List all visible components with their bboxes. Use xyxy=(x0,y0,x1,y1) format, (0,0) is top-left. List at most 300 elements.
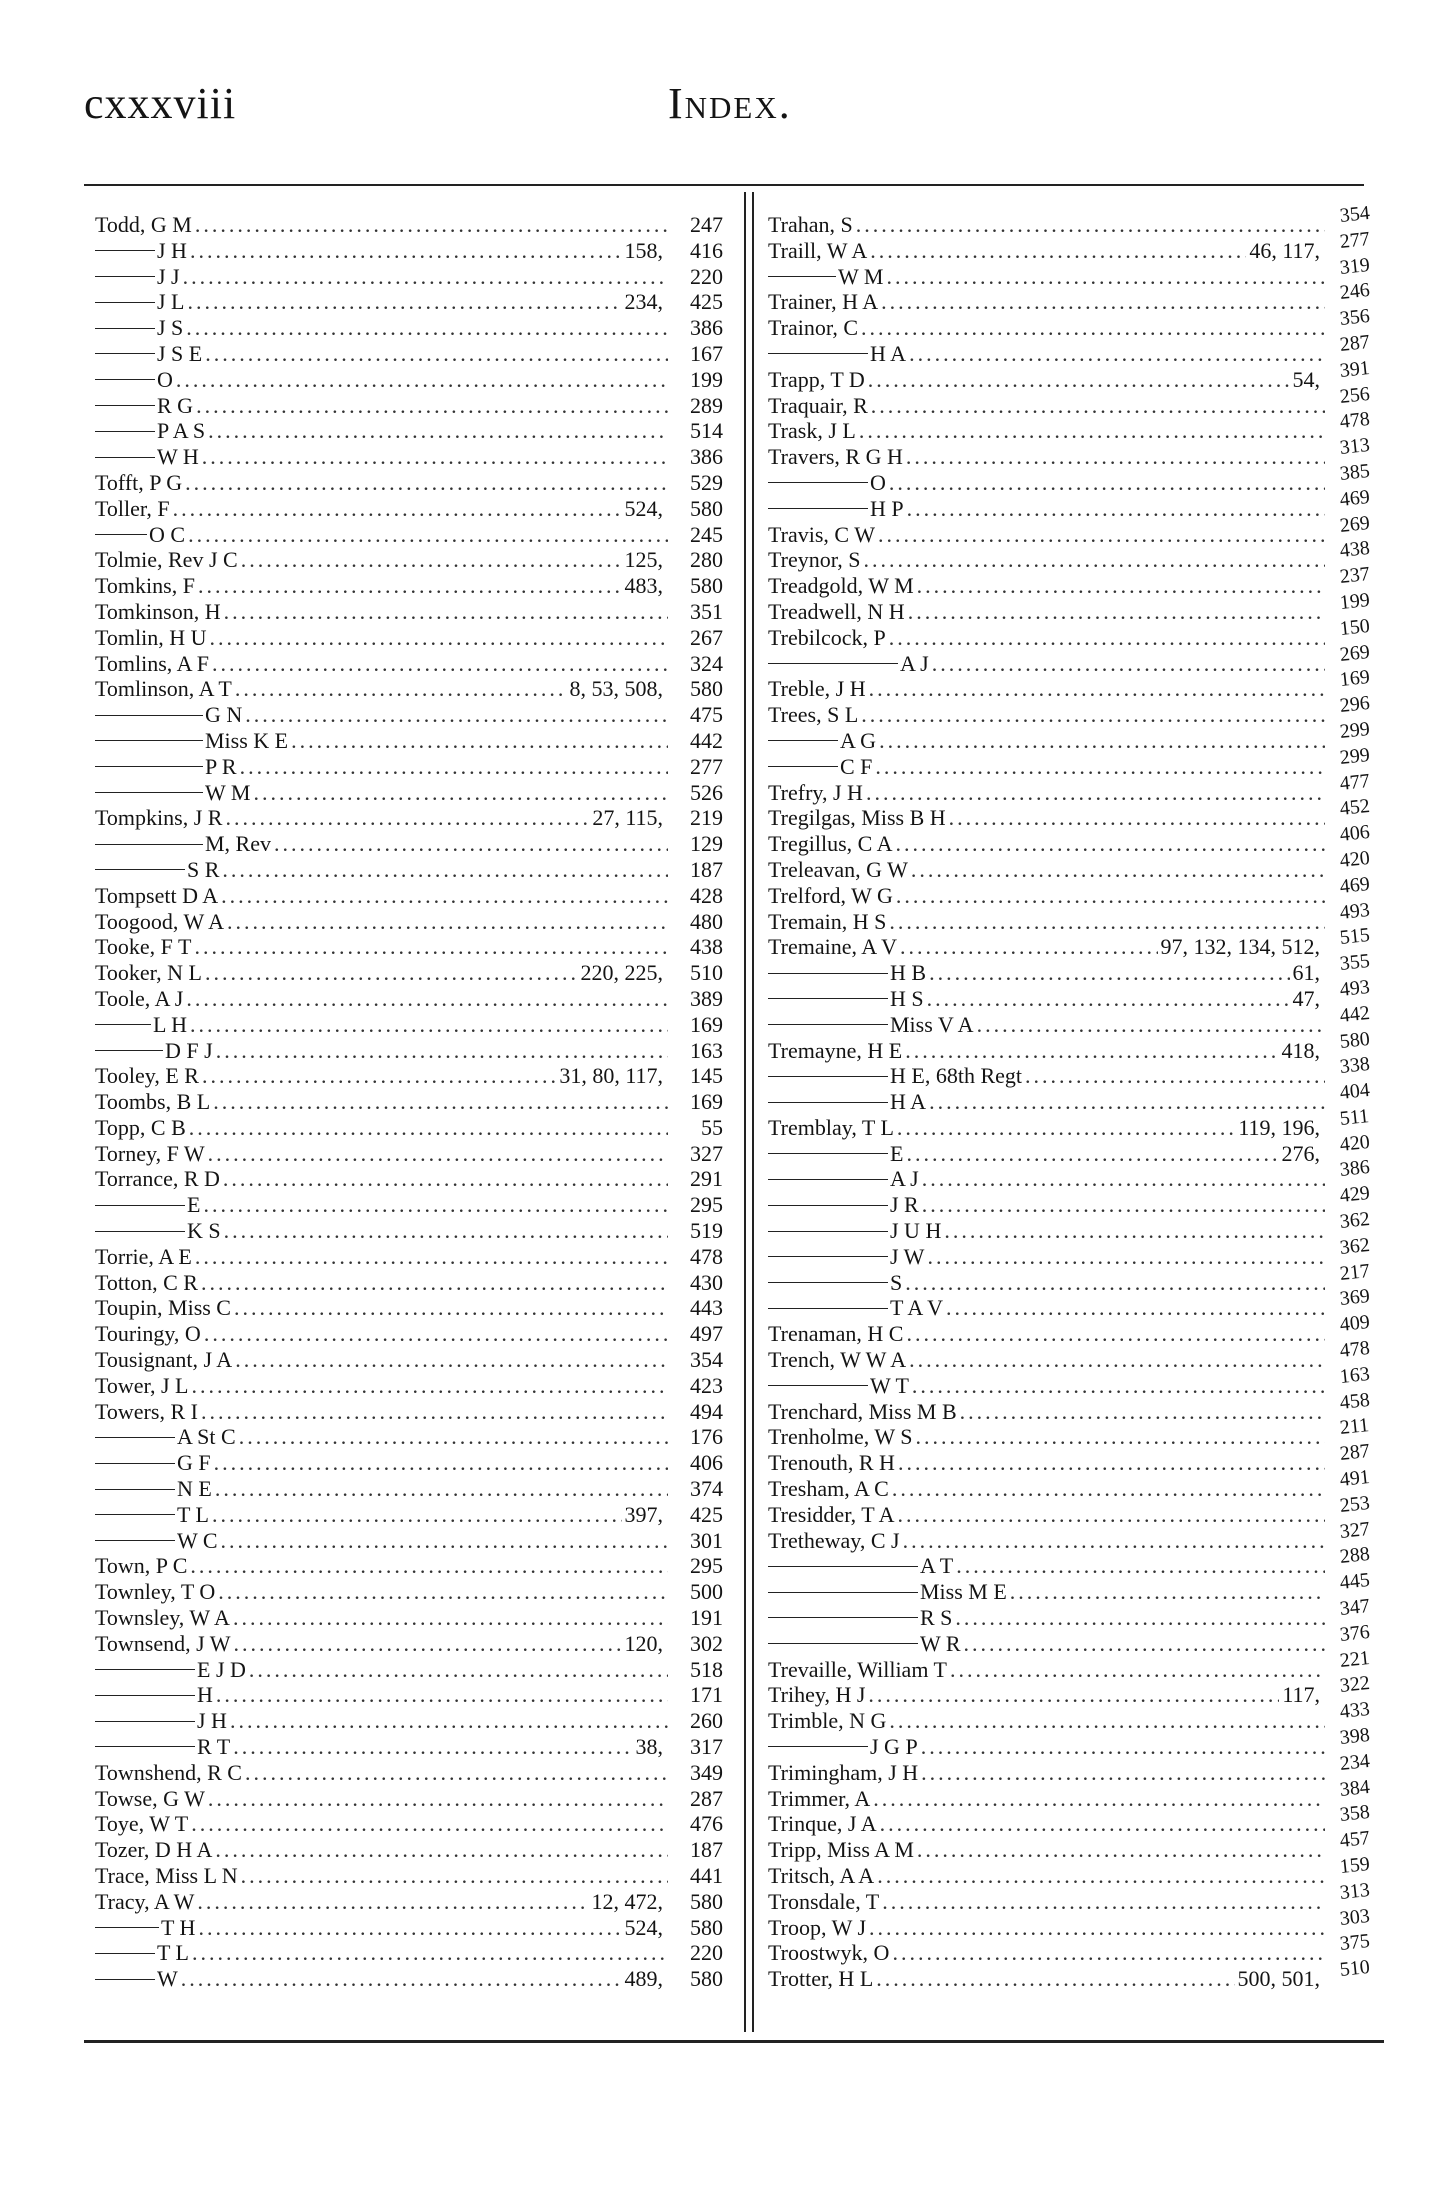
entry-name-text: A J xyxy=(890,1166,919,1192)
entry-name xyxy=(95,1657,246,1683)
entry-name xyxy=(95,496,170,522)
index-entry xyxy=(95,522,723,548)
entry-name xyxy=(768,934,897,960)
entry-name xyxy=(95,1166,220,1192)
index-entry xyxy=(95,1192,723,1218)
entry-name-text: Tregillus, C A xyxy=(768,831,893,857)
index-entry xyxy=(768,1115,1328,1141)
ditto-dash xyxy=(768,1179,888,1180)
entry-name-text: Trenouth, R H xyxy=(768,1450,895,1476)
index-entry xyxy=(95,1502,723,1528)
entry-page: 500 xyxy=(690,1579,723,1605)
entry-page: 287 xyxy=(690,1785,723,1811)
entry-name xyxy=(768,1141,903,1167)
entry-extra-pages: 27, 115, xyxy=(592,805,663,831)
entry-page: 324 xyxy=(690,650,723,676)
dot-leader xyxy=(202,1063,556,1089)
entry-page: 176 xyxy=(690,1424,723,1450)
entry-name xyxy=(768,754,872,780)
ditto-dash xyxy=(95,328,155,329)
entry-name xyxy=(95,651,209,677)
dot-leader xyxy=(905,1270,1325,1296)
entry-page: 351 xyxy=(690,598,723,624)
index-entry xyxy=(768,1012,1328,1038)
entry-name xyxy=(95,1811,188,1837)
index-entry xyxy=(95,1940,723,1966)
dot-leader xyxy=(932,651,1325,677)
index-column-right-pages xyxy=(1338,201,1400,1984)
dot-leader xyxy=(876,1966,1234,1992)
index-entry xyxy=(768,547,1328,573)
entry-name xyxy=(95,1734,230,1760)
entry-extra-pages: 234, xyxy=(624,289,663,315)
entry-name-text: Trace, Miss L N xyxy=(95,1863,238,1888)
dot-leader xyxy=(205,960,578,986)
entry-page: 433 xyxy=(1338,1698,1371,1724)
dot-leader xyxy=(879,728,1325,754)
entry-name-text: G N xyxy=(205,702,243,728)
dot-leader xyxy=(892,1940,1325,1966)
entry-name xyxy=(768,651,929,677)
entry-name xyxy=(768,1476,889,1502)
entry-name-text: Towers, R I xyxy=(95,1398,198,1424)
index-entry xyxy=(95,1244,723,1270)
index-entry xyxy=(768,1605,1328,1631)
entry-page: 458 xyxy=(1338,1388,1371,1414)
index-entry xyxy=(95,1115,723,1141)
entry-name-text: Trenchard, Miss M B xyxy=(768,1398,957,1424)
entry-page: 494 xyxy=(690,1398,723,1424)
entry-name-text: Miss M E xyxy=(920,1579,1007,1605)
entry-page: 384 xyxy=(1338,1775,1371,1801)
index-entry xyxy=(768,367,1328,393)
dot-leader xyxy=(964,1631,1325,1657)
entry-name-text: Trees, S L xyxy=(768,702,859,728)
dot-leader xyxy=(878,522,1325,548)
index-entry xyxy=(768,341,1328,367)
entry-name xyxy=(95,625,207,651)
index-entry xyxy=(768,1270,1328,1296)
index-entry xyxy=(95,676,723,702)
entry-page: 476 xyxy=(690,1811,723,1837)
entry-page: 217 xyxy=(1338,1259,1371,1285)
index-entry xyxy=(768,1889,1328,1915)
entry-page: 580 xyxy=(690,573,723,599)
entry-name-text: Toye, W T xyxy=(95,1811,189,1837)
dot-leader xyxy=(208,418,668,444)
dot-leader xyxy=(1010,1579,1325,1605)
entry-name xyxy=(768,1321,903,1347)
ditto-dash xyxy=(95,869,185,870)
page-title: Index. xyxy=(668,79,792,128)
entry-name xyxy=(95,367,173,393)
entry-page: 269 xyxy=(1338,511,1371,537)
entry-page: 442 xyxy=(690,727,723,753)
entry-page: 356 xyxy=(1338,305,1371,331)
dot-leader xyxy=(896,831,1325,857)
entry-name xyxy=(95,1786,205,1812)
index-entry xyxy=(95,1476,723,1502)
entry-name xyxy=(95,676,232,702)
entry-page: 145 xyxy=(690,1063,723,1089)
index-entry xyxy=(768,780,1328,806)
entry-page: 355 xyxy=(1338,950,1371,976)
entry-name-text: G F xyxy=(177,1450,211,1476)
entry-extra-pages: 397, xyxy=(624,1501,663,1527)
index-entry xyxy=(95,212,723,238)
entry-name-text: Touringy, O xyxy=(95,1321,201,1347)
index-entry xyxy=(95,754,723,780)
index-entry xyxy=(95,1786,723,1812)
entry-name-text: Tomkinson, H xyxy=(95,598,221,624)
dot-leader xyxy=(927,986,1290,1012)
entry-name-text: Trimmer, A xyxy=(768,1785,871,1811)
dot-leader xyxy=(176,367,668,393)
entry-extra-pages: 46, 117, xyxy=(1249,237,1320,263)
entry-name xyxy=(768,960,926,986)
index-entry xyxy=(768,1476,1328,1502)
entry-name xyxy=(768,676,866,702)
entry-name xyxy=(768,1450,895,1476)
index-entry xyxy=(95,289,723,315)
entry-name xyxy=(95,909,224,935)
entry-name xyxy=(95,934,191,960)
entry-name-text: H xyxy=(197,1682,213,1708)
entry-page: 287 xyxy=(1338,330,1371,356)
index-entry xyxy=(768,1218,1328,1244)
entry-page: 475 xyxy=(690,702,723,728)
index-entry xyxy=(95,418,723,444)
index-entry xyxy=(768,1579,1328,1605)
entry-page: 269 xyxy=(1338,640,1371,666)
entry-name-text: Tozer, D H A xyxy=(95,1837,213,1863)
dot-leader xyxy=(216,1038,668,1064)
dot-leader xyxy=(192,1940,668,1966)
dot-leader xyxy=(233,1605,668,1631)
entry-name xyxy=(95,1682,213,1708)
index-entry xyxy=(95,1089,723,1115)
ditto-dash xyxy=(95,766,203,767)
entry-extra-pages: 524, xyxy=(624,1914,663,1940)
entry-name-text: S xyxy=(890,1269,903,1295)
dot-leader xyxy=(915,1424,1325,1450)
index-entry xyxy=(768,1940,1328,1966)
entry-name-text: E xyxy=(890,1140,904,1166)
entry-page: 429 xyxy=(1338,1182,1371,1208)
entry-name-text: S R xyxy=(187,856,220,882)
ditto-dash xyxy=(95,1205,185,1206)
entry-name-text: W C xyxy=(177,1527,218,1553)
index-entry xyxy=(95,1218,723,1244)
entry-name-text: J G P xyxy=(870,1734,918,1760)
dot-leader xyxy=(192,1373,669,1399)
ditto-dash xyxy=(95,431,155,432)
dot-leader xyxy=(866,780,1325,806)
entry-name xyxy=(95,805,222,831)
ditto-dash xyxy=(768,1076,888,1077)
index-entry xyxy=(95,496,723,522)
entry-name-text: H A xyxy=(890,1089,927,1115)
entry-name xyxy=(768,986,924,1012)
entry-page: 187 xyxy=(690,1837,723,1863)
entry-page: 423 xyxy=(690,1372,723,1398)
entry-page: 389 xyxy=(690,985,723,1011)
index-entry xyxy=(768,1141,1328,1167)
entry-name-text: Todd, G M xyxy=(95,212,192,237)
entry-name-text: Tomlinson, A T xyxy=(95,676,232,702)
entry-name xyxy=(768,1553,953,1579)
entry-page: 580 xyxy=(690,1888,723,1914)
entry-name-text: Trainor, C xyxy=(768,315,858,341)
entry-page: 478 xyxy=(1338,408,1371,434)
entry-name xyxy=(95,728,288,754)
dot-leader xyxy=(224,599,668,625)
entry-name-text: Toller, F xyxy=(95,495,170,521)
index-entry xyxy=(95,909,723,935)
entry-name-text: Trefry, J H xyxy=(768,779,863,805)
dot-leader xyxy=(204,1321,668,1347)
entry-page: 267 xyxy=(690,624,723,650)
index-entry xyxy=(95,1166,723,1192)
entry-name xyxy=(95,599,221,625)
dot-leader xyxy=(903,1528,1325,1554)
ditto-dash xyxy=(95,1514,175,1515)
entry-name xyxy=(768,1657,947,1683)
dot-leader xyxy=(946,1295,1325,1321)
entry-name-text: Tracy, A W xyxy=(95,1888,195,1914)
entry-page: 391 xyxy=(1338,356,1371,382)
dot-leader xyxy=(210,625,668,651)
entry-name xyxy=(768,393,868,419)
entry-name xyxy=(95,1295,231,1321)
ditto-dash xyxy=(95,740,203,741)
entry-page: 374 xyxy=(690,1476,723,1502)
entry-name-text: Trihey, H J xyxy=(768,1682,866,1708)
entry-name-text: H A xyxy=(870,340,907,366)
entry-name xyxy=(95,1915,195,1941)
index-entry xyxy=(768,1786,1328,1812)
ditto-dash xyxy=(95,1979,155,1980)
ditto-dash xyxy=(768,353,868,354)
entry-name xyxy=(768,1966,873,1992)
entry-name-text: H E, 68th Regt xyxy=(890,1063,1022,1089)
ditto-dash xyxy=(768,1746,868,1747)
index-entry xyxy=(95,1012,723,1038)
entry-name xyxy=(768,625,886,651)
entry-name-text: Miss K E xyxy=(205,727,289,753)
entry-name-text: Trelford, W G xyxy=(768,882,893,908)
entry-name-text: Tousignant, J A xyxy=(95,1347,233,1373)
entry-name xyxy=(768,418,856,444)
index-entry xyxy=(768,831,1328,857)
entry-name-text: J W xyxy=(890,1243,925,1269)
ditto-dash xyxy=(95,405,155,406)
dot-leader xyxy=(921,1760,1325,1786)
entry-name-text: Town, P C xyxy=(95,1553,188,1579)
entry-name xyxy=(768,1940,889,1966)
dot-leader xyxy=(208,1786,668,1812)
entry-page: 277 xyxy=(690,753,723,779)
dot-leader xyxy=(240,754,668,780)
ditto-dash xyxy=(768,482,868,483)
dot-leader xyxy=(886,264,1325,290)
entry-name-text: Traquair, R xyxy=(768,392,868,418)
entry-page: 443 xyxy=(690,1295,723,1321)
dot-leader xyxy=(189,1115,668,1141)
ditto-dash xyxy=(95,1695,195,1696)
entry-name-text: Toole, A J xyxy=(95,985,184,1011)
entry-page: 386 xyxy=(690,315,723,341)
entry-name-text: J J xyxy=(157,263,180,289)
entry-name xyxy=(768,1218,941,1244)
entry-page: 491 xyxy=(1338,1465,1371,1491)
dot-leader xyxy=(234,1631,622,1657)
entry-page: 438 xyxy=(690,934,723,960)
entry-name-text: R T xyxy=(197,1734,231,1760)
ditto-dash xyxy=(95,1721,195,1722)
ditto-dash xyxy=(768,973,888,974)
entry-name xyxy=(768,1631,961,1657)
entry-name-text: A T xyxy=(920,1553,954,1579)
entry-name-text: Trahan, S xyxy=(768,212,853,237)
ditto-dash xyxy=(95,715,203,716)
dot-leader xyxy=(224,1218,668,1244)
entry-name xyxy=(768,315,858,341)
ditto-dash xyxy=(95,379,155,380)
dot-leader xyxy=(863,547,1325,573)
dot-leader xyxy=(908,599,1325,625)
index-entry xyxy=(95,1863,723,1889)
entry-name xyxy=(768,805,946,831)
entry-page: 295 xyxy=(690,1553,723,1579)
entry-name xyxy=(768,1915,866,1941)
entry-name xyxy=(768,1786,870,1812)
dot-leader xyxy=(960,1399,1325,1425)
dot-leader xyxy=(245,1760,668,1786)
index-entry xyxy=(768,573,1328,599)
entry-name-text: T H xyxy=(161,1914,196,1940)
entry-page: 327 xyxy=(690,1140,723,1166)
entry-name xyxy=(95,857,219,883)
dot-leader xyxy=(897,1115,1235,1141)
entry-name-text: Tomlins, A F xyxy=(95,650,209,676)
index-entry xyxy=(768,393,1328,419)
dot-leader xyxy=(907,496,1325,522)
entry-page: 369 xyxy=(1338,1285,1371,1311)
entry-page: 580 xyxy=(1338,1027,1371,1053)
ditto-dash xyxy=(95,1437,175,1438)
dot-leader xyxy=(214,1450,668,1476)
entry-name xyxy=(768,1528,900,1554)
entry-name-text: N E xyxy=(177,1476,212,1502)
entry-name xyxy=(95,986,183,1012)
entry-name-text: Tremblay, T L xyxy=(768,1114,894,1140)
index-entry xyxy=(768,212,1328,238)
entry-name-text: R S xyxy=(920,1605,953,1631)
entry-name-text: Totton, C R xyxy=(95,1269,198,1295)
entry-page: 302 xyxy=(690,1630,723,1656)
index-entry xyxy=(768,1373,1328,1399)
entry-page: 386 xyxy=(1338,1156,1371,1182)
entry-name-text: Towse, G W xyxy=(95,1785,205,1811)
ditto-dash xyxy=(95,302,155,303)
entry-name xyxy=(95,1244,192,1270)
entry-name xyxy=(768,444,903,470)
column-divider xyxy=(744,192,754,2032)
index-entry xyxy=(768,1295,1328,1321)
entry-name xyxy=(95,1579,215,1605)
index-entry xyxy=(768,1347,1328,1373)
entry-page: 55 xyxy=(701,1114,723,1140)
entry-name xyxy=(95,1089,210,1115)
entry-name-text: Tretheway, C J xyxy=(768,1527,900,1553)
dot-leader xyxy=(871,393,1325,419)
entry-name-text: Treleavan, G W xyxy=(768,856,908,882)
dot-leader xyxy=(929,960,1289,986)
dot-leader xyxy=(917,573,1325,599)
index-entry xyxy=(95,470,723,496)
entry-name xyxy=(95,547,238,573)
entry-name-text: W H xyxy=(157,444,199,470)
entry-name xyxy=(768,1295,943,1321)
index-entry xyxy=(768,1192,1328,1218)
entry-name xyxy=(95,1218,221,1244)
entry-name xyxy=(768,780,863,806)
ditto-dash xyxy=(95,250,155,251)
entry-extra-pages: 120, xyxy=(624,1630,663,1656)
dot-leader xyxy=(222,857,668,883)
entry-name xyxy=(768,264,883,290)
dot-leader xyxy=(233,1734,632,1760)
ditto-dash xyxy=(768,1205,888,1206)
entry-name xyxy=(95,754,237,780)
entry-name xyxy=(768,1063,1022,1089)
entry-page: 526 xyxy=(690,779,723,805)
dot-leader xyxy=(877,1863,1325,1889)
index-entry xyxy=(95,1424,723,1450)
entry-page: 169 xyxy=(1338,666,1371,692)
entry-extra-pages: 8, 53, 508, xyxy=(569,676,663,702)
entry-name xyxy=(768,547,860,573)
entry-page: 438 xyxy=(1338,537,1371,563)
entry-page: 322 xyxy=(1338,1672,1371,1698)
entry-name xyxy=(768,1837,914,1863)
index-entry xyxy=(768,1760,1328,1786)
dot-leader xyxy=(181,1966,622,1992)
bottom-rule xyxy=(84,2040,1384,2043)
dot-leader xyxy=(190,1012,668,1038)
entry-name-text: Toogood, W A xyxy=(95,908,225,934)
dot-leader xyxy=(249,1657,668,1683)
entry-name xyxy=(768,1424,912,1450)
entry-page: 514 xyxy=(690,418,723,444)
entry-name xyxy=(95,1966,178,1992)
entry-page: 150 xyxy=(1338,614,1371,640)
entry-page: 478 xyxy=(690,1243,723,1269)
index-entry xyxy=(95,1038,723,1064)
index-entry xyxy=(768,1399,1328,1425)
index-entry xyxy=(768,264,1328,290)
entry-extra-pages: 61, xyxy=(1292,960,1320,986)
entry-extra-pages: 54, xyxy=(1292,366,1320,392)
dot-leader xyxy=(195,1244,668,1270)
dot-leader xyxy=(186,986,668,1012)
entry-name xyxy=(95,1708,227,1734)
dot-leader xyxy=(922,1166,1325,1192)
dot-leader xyxy=(202,444,668,470)
entry-page: 317 xyxy=(690,1734,723,1760)
index-entry xyxy=(95,315,723,341)
